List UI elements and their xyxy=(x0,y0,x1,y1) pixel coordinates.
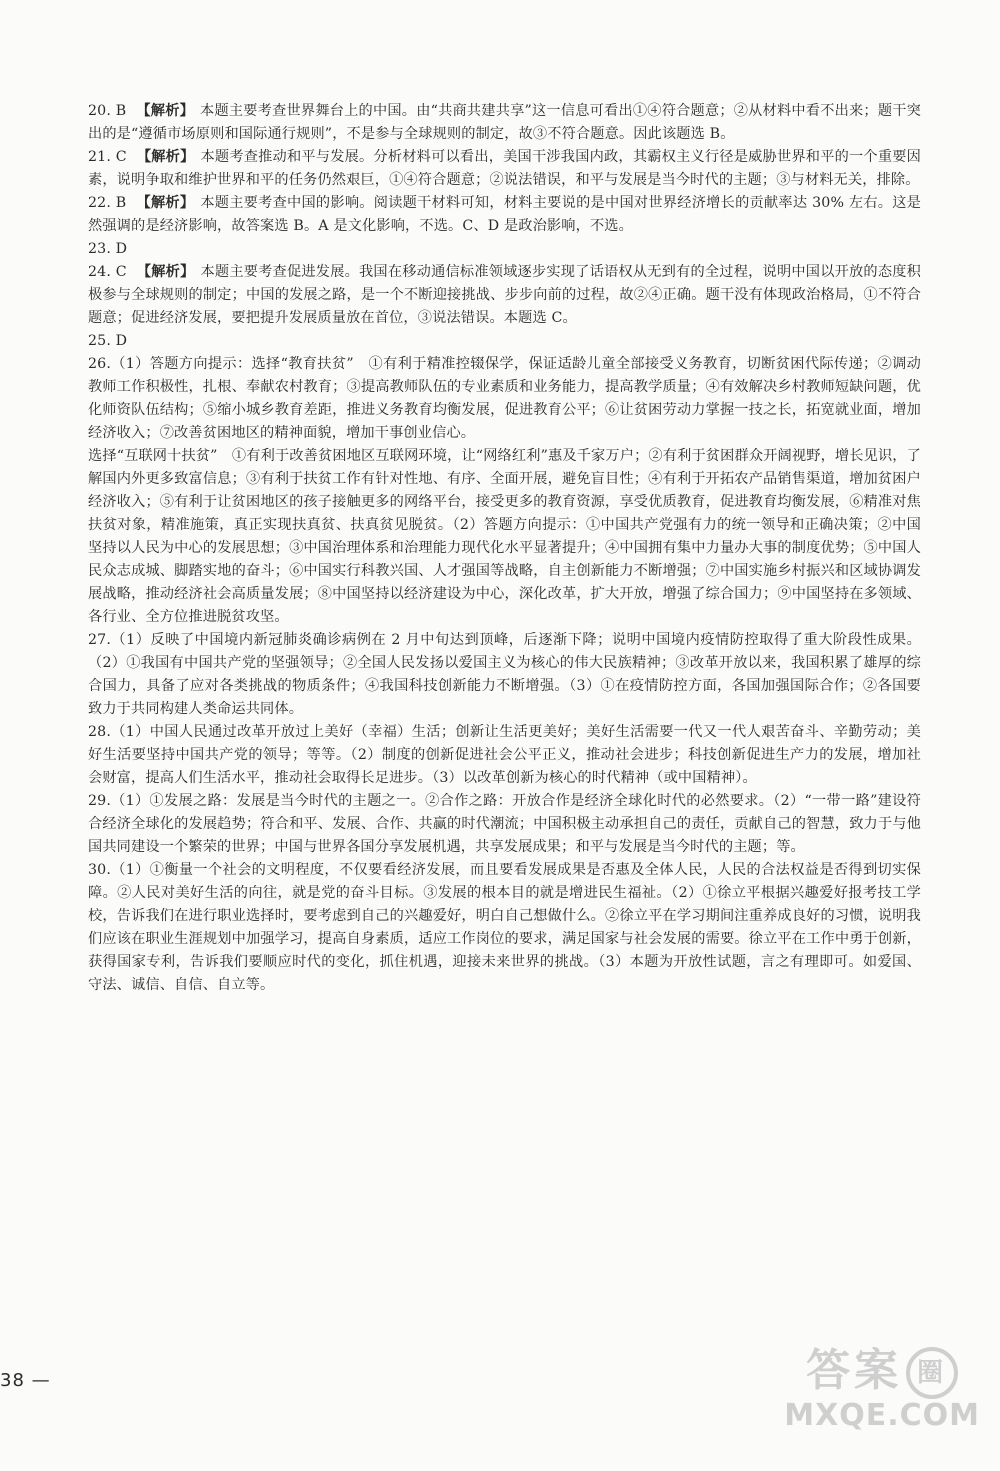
answer-26-part1: 26.（1）答题方向提示：选择“教育扶贫” ①有利于精准控辍保学，保证适龄儿童全部接受义务教育，切断贫困代际传递；②调动教师工作积极性，扎根、奉献农村教育；③提高教师队伍的专业素质和业务能力，提高教学质量；④有效解决乡村教师短缺问题，优化师资队伍结构；⑤缩小城乡教育差距，推进义务教育均衡发展，促进教育公平；⑥让贫困劳动力掌握一技之长，拓宽就业面，增加经济收入；⑦改善贫困地区的精神面貌，增加干事创业信心。 xyxy=(88,356,921,441)
answer-26-part2: 选择“互联网十扶贫” ①有利于改善贫困地区互联网环境，让“网络红利”惠及千家万户；②有利于贫困群众开阔视野，增长见识，了解国内外更多致富信息；③有利于扶贫工作有针对性地、有序、全面开展，避免盲目性；④有利于开拓农产品销售渠道，增加贫困户经济收入；⑤有利于让贫困地区的孩子接触更多的网络平台，接受更多的教育资源，享受优质教育，促进教育均衡发展，⑥精准对焦扶贫对象，精准施策，真正实现扶真贫、扶真贫见脱贫。（2）答题方向提示：①中国共产党强有力的统一领导和正确决策；②中国坚持以人民为中心的发展思想；③中国治理体系和治理能力现代化水平显著提升；④中国拥有集中力量办大事的制度优势；⑤中国人民众志成城、脚踏实地的奋斗；⑥中国实行科教兴国、人才强国等战略，自主创新能力不断增强；⑦中国实施乡村振兴和区域协调发展战略，推动经济社会高质量发展；⑧中国坚持以经济建设为中心，深化改革，扩大开放，增强了综合国力；⑨中国坚持在多领域、各行业、全方位推进脱贫攻坚。 xyxy=(88,448,921,625)
site-watermark xyxy=(784,1345,980,1433)
answer-21: 21. C 【解析】 本题考查推动和平与发展。分析材料可以看出，美国干涉我国内政，其霸权主义行径是威胁世界和平的一个重要因素，说明争取和维护世界和平的任务仍然艰巨，①④符合题意；②说法错误，和平与发展是当今时代的主题；③与材料无关，排除。 xyxy=(88,149,921,188)
watermark-domain: MXQE.COM xyxy=(784,1398,980,1433)
answer-20: 20. B 【解析】 本题主要考查世界舞台上的中国。由“共商共建共享”这一信息可看出①④符合题意；②从材料中看不出来；题干突出的是“遵循市场原则和国际通行规则”，不是参与全球规则的制定，故③不符合题意。因此该题选 B。 xyxy=(88,103,921,142)
answer-29: 29.（1）①发展之路：发展是当今时代的主题之一。②合作之路：开放合作是经济全球化时代的必然要求。（2）“一带一路”建设符合经济全球化的发展趋势；符合和平、发展、合作、共赢的时代潮流；中国积极主动承担自己的责任，贡献自己的智慧，致力于与他国共同建设一个繁荣的世界；中国与世界各国分享发展机遇，共享发展成果；和平与发展是当今时代的主题；等。 xyxy=(88,793,921,855)
answer-24: 24. C 【解析】 本题主要考查促进发展。我国在移动通信标准领域逐步实现了话语权从无到有的全过程，说明中国以开放的态度积极参与全球规则的制定；中国的发展之路，是一个不断迎接挑战、步步向前的过程，故②④正确。题干没有体现政治格局，①不符合题意；促进经济发展，要把提升发展质量放在首位，③说法错误。本题选 C。 xyxy=(88,264,921,326)
answer-page xyxy=(88,100,921,997)
answer-22: 22. B 【解析】 本题主要考查中国的影响。阅读题干材料可知，材料主要说的是中国对世界经济增长的贡献率达 30% 左右。这是然强调的是经济影响，故答案选 B。A 是文化影响，不选。C、D 是政治影响，不选。 xyxy=(88,195,922,234)
answer-23: 23. D xyxy=(88,241,128,257)
page-number: 38 — xyxy=(0,1370,51,1391)
watermark-title: 答案 圈 xyxy=(784,1345,980,1399)
answer-28: 28.（1）中国人民通过改革开放过上美好（幸福）生活；创新让生活更美好；美好生活需要一代又一代人艰苦奋斗、辛勤劳动；美好生活要坚持中国共产党的领导；等等。（2）制度的创新促进社会公平正义，推动社会进步；科技创新促进生产力的发展，增加社会财富，提高人们生活水平，推动社会取得长足进步。（3）以改革创新为核心的时代精神（或中国精神）。 xyxy=(88,724,922,786)
answer-25: 25. D xyxy=(88,333,128,349)
watermark-badge-icon: 圈 xyxy=(906,1347,958,1399)
answer-27: 27.（1）反映了中国境内新冠肺炎确诊病例在 2 月中旬达到顶峰，后逐渐下降；说明中国境内疫情防控取得了重大阶段性成果。（2）①我国有中国共产党的坚强领导；②全国人民发扬以爱国主义为核心的伟大民族精神；③改革开放以来，我国积累了雄厚的综合国力，具备了应对各类挑战的物质条件；④我国科技创新能力不断增强。（3）①在疫情防控方面，各国加强国际合作；②各国要致力于共同构建人类命运共同体。 xyxy=(88,632,921,717)
answer-30: 30.（1）①衡量一个社会的文明程度，不仅要看经济发展，而且要看发展成果是否惠及全体人民，人民的合法权益是否得到切实保障。②人民对美好生活的向往，就是党的奋斗目标。③发展的根本目的就是增进民生福祉。（2）①徐立平根据兴趣爱好报考技工学校，告诉我们在进行职业选择时，要考虑到自己的兴趣爱好，明白自己想做什么。②徐立平在学习期间注重养成良好的习惯，说明我们应该在职业生涯规划中加强学习，提高自身素质，适应工作岗位的要求，满足国家与社会发展的需要。徐立平在工作中勇于创新，获得国家专利，告诉我们要顺应时代的变化，抓住机遇，迎接未来世界的挑战。（3）本题为开放性试题，言之有理即可。如爱国、守法、诚信、自信、自立等。 xyxy=(88,862,921,993)
